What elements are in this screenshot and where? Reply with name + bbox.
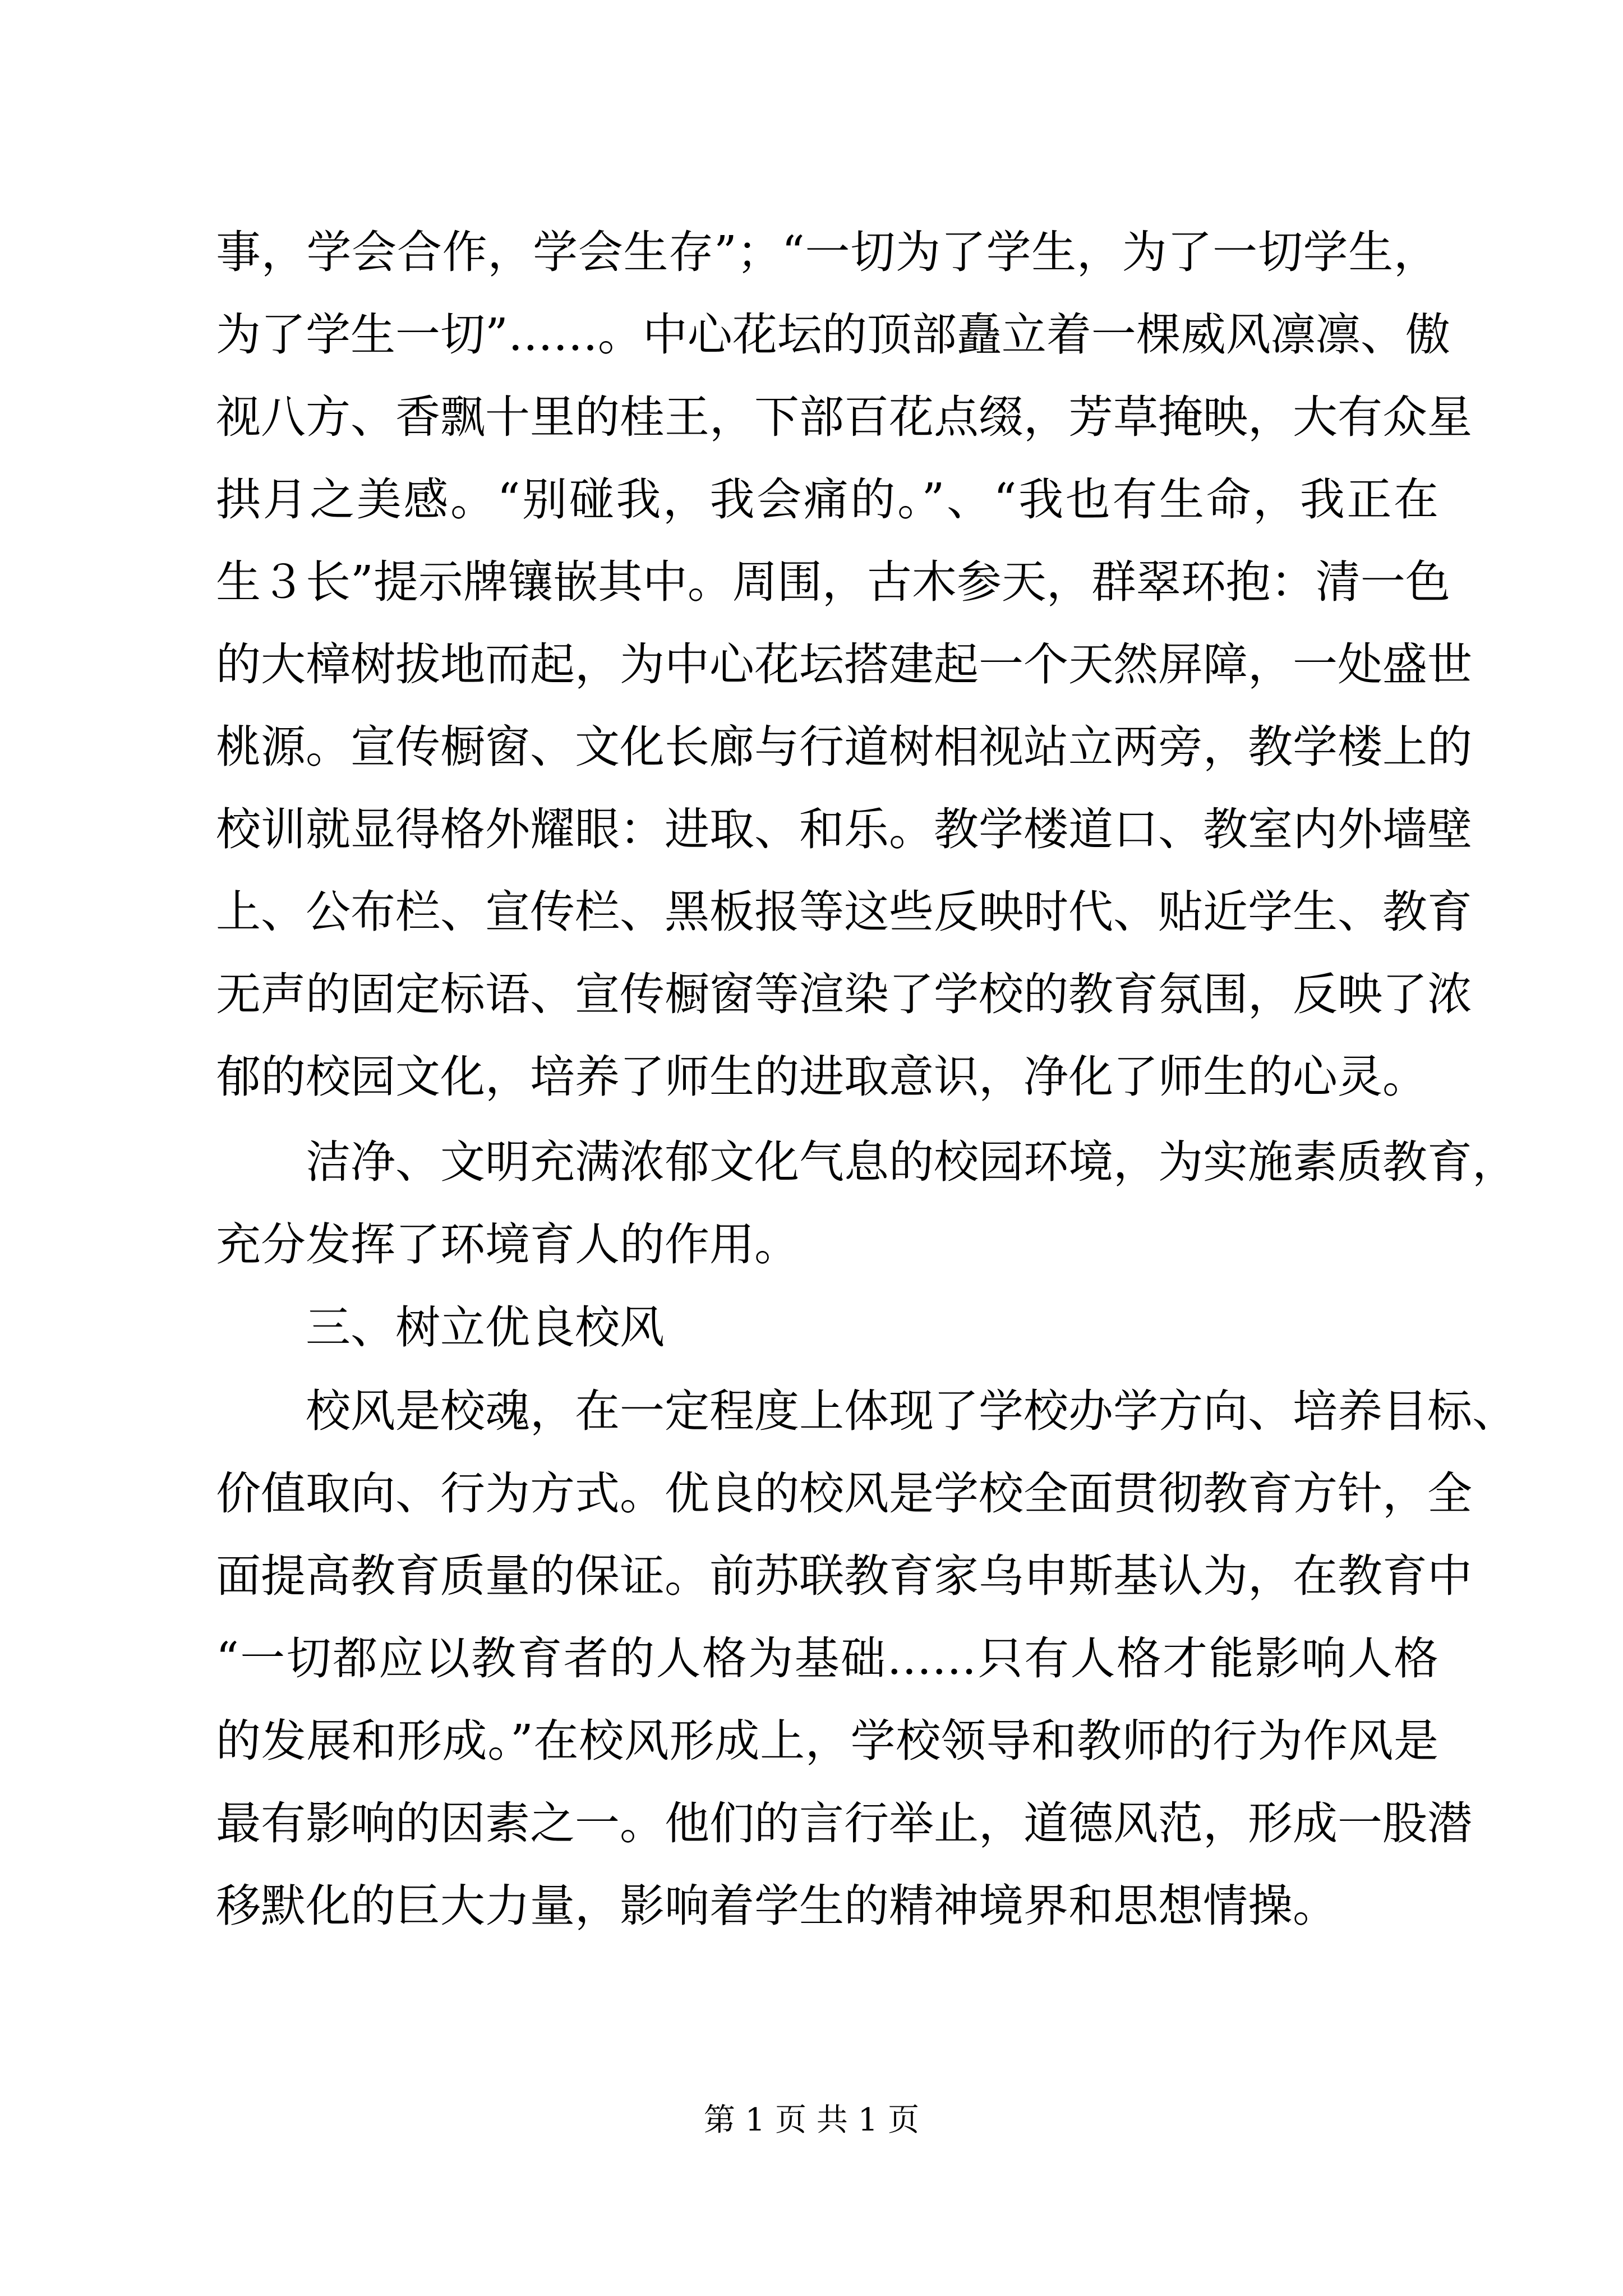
body-line: 上、公布栏、宣传栏、黑板报等这些反映时代、贴近学生、教育 — [216, 886, 1472, 938]
body-line: 充分发挥了环境育人的作用。 — [216, 1218, 799, 1271]
body-line: 视八方、香飘十里的桂王，下部百花点缀，芳草掩映，大有众星 — [216, 391, 1472, 443]
body-line: 的大樟树拔地而起，为中心花坛搭建起一个天然屏障，一处盛世 — [216, 638, 1472, 691]
body-line: 为了学生一切”……。中心花坛的顶部矗立着一棵威风凛凛、傲 — [216, 309, 1450, 361]
body-line: 无声的固定标语、宣传橱窗等渲染了学校的教育氛围，反映了浓 — [216, 968, 1472, 1020]
body-line: 校训就显得格外耀眼：进取、和乐。教学楼道口、教室内外墙壁 — [216, 803, 1472, 855]
body-line: 洁净、文明充满浓郁文化气息的校园环境，为实施素质教育， — [306, 1136, 1517, 1188]
body-line: 面提高教育质量的保证。前苏联教育家乌申斯基认为，在教育中 — [216, 1550, 1472, 1602]
page-number-footer: 第 1 页 共 1 页 — [703, 2102, 920, 2138]
body-line: 价值取向、行为方式。优良的校风是学校全面贯彻教育方针，全 — [216, 1467, 1472, 1520]
body-line: “一切都应以教育者的人格为基础……只有人格才能影响人格 — [216, 1632, 1438, 1685]
body-line: 拱月之美感。“别碰我，我会痛的。”、“我也有生命，我正在 — [216, 473, 1438, 526]
body-line: 校风是校魂，在一定程度上体现了学校办学方向、培养目标、 — [306, 1385, 1517, 1437]
body-line: 的发展和形成。”在校风形成上，学校领导和教师的行为作风是 — [216, 1715, 1438, 1767]
body-line: 郁的校园文化，培养了师生的进取意识，净化了师生的心灵。 — [216, 1051, 1427, 1103]
body-line: 移默化的巨大力量，影响着学生的精神境界和思想情操。 — [216, 1880, 1338, 1932]
body-line: 事，学会合作，学会生存”；“一切为了学生，为了一切学生， — [216, 226, 1438, 278]
body-line: 生３长”提示牌镶嵌其中。周围，古木参天，群翠环抱：清一色 — [216, 556, 1450, 608]
body-line: 最有影响的因素之一。他们的言行举止，道德风范，形成一股潜 — [216, 1797, 1472, 1849]
section-heading: 三、树立优良校风 — [306, 1301, 665, 1354]
body-line: 桃源。宣传橱窗、文化长廊与行道树相视站立两旁，教学楼上的 — [216, 721, 1472, 773]
